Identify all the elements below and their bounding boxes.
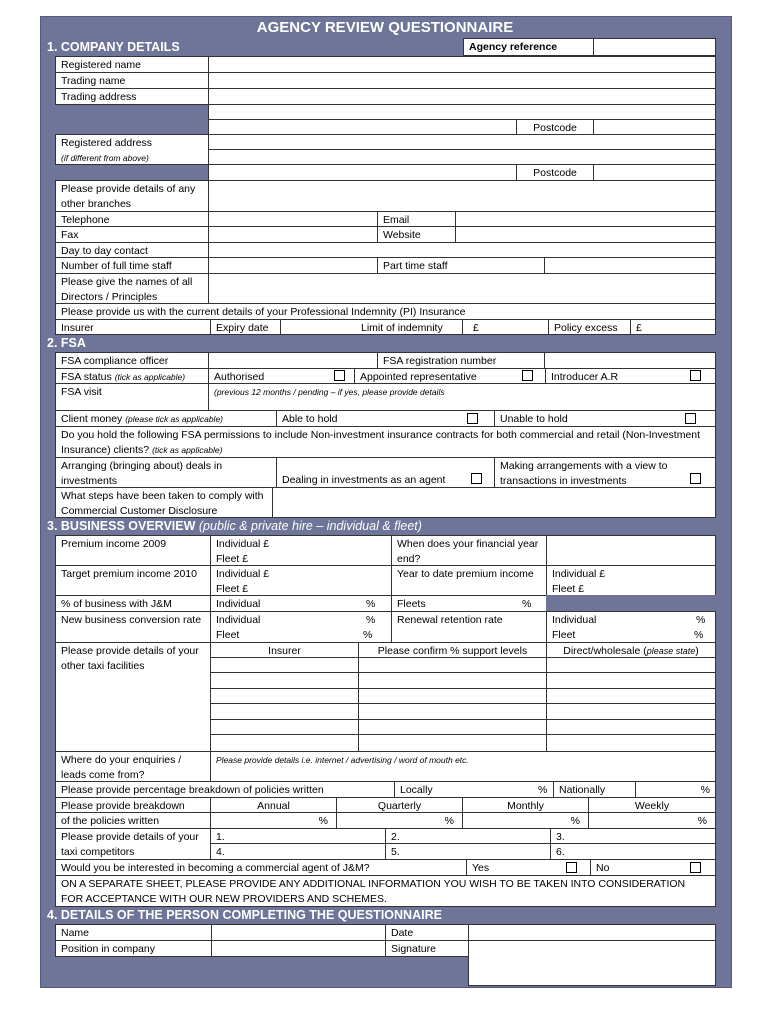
competitor-3[interactable]: 3. (550, 828, 716, 844)
authorised-checkbox[interactable] (334, 370, 345, 381)
registered-name-field[interactable] (208, 56, 716, 73)
facility-insurer-3[interactable] (210, 688, 359, 704)
nb-fleet (216, 628, 386, 643)
limit-indemnity-label: Limit of indemnity (280, 319, 463, 335)
facility-insurer-1[interactable] (210, 657, 359, 673)
financial-year-field[interactable] (546, 535, 716, 566)
steps-compliance-label: What steps have been taken to comply with Commercial Customer Disclosure (55, 487, 273, 518)
directors-label: Please give the names of all Directors / Principles (55, 273, 209, 304)
col-support-header: Please confirm % support levels (358, 642, 547, 658)
financial-year-label: When does your financial year end? (391, 535, 547, 566)
able-to-hold-checkbox[interactable] (467, 413, 478, 424)
pi-insurance-text: Please provide us with the current details of your Professional Indemnity (PI) Insurance (55, 303, 716, 320)
col-direct-text: Direct/wholesale ( (563, 645, 647, 657)
email-field[interactable] (455, 211, 716, 227)
fsa-visit-field[interactable]: (previous 12 months / pending – if yes, please provide details (208, 383, 716, 411)
registered-address-text: Registered address (61, 137, 153, 149)
fsa-status-label (55, 368, 209, 384)
annual-header: Annual (210, 797, 337, 813)
name-field[interactable] (211, 924, 386, 941)
nb-individual-pct: % (366, 614, 376, 626)
trading-address-field[interactable] (208, 88, 716, 105)
ytd-premium-individual: Individual £ (552, 568, 606, 580)
target-premium-fleet: Fleet £ (216, 583, 249, 595)
limit-pound[interactable]: £ (462, 319, 549, 335)
competitor-1[interactable]: 1. (210, 828, 386, 844)
insurer-label: Insurer (55, 319, 211, 335)
postcode-label: Postcode (516, 119, 594, 135)
locally-field[interactable] (394, 781, 554, 798)
facility-support-1[interactable] (358, 657, 547, 673)
facility-support-6[interactable] (358, 734, 547, 752)
premium-2009-individual: Individual £ (216, 538, 270, 550)
name-label: Name (55, 924, 212, 941)
fsa-status-note: (tick as applicable) (114, 372, 186, 382)
facility-direct-5[interactable] (546, 719, 716, 735)
pct-individual-symbol: % (366, 598, 376, 610)
telephone-field[interactable] (208, 211, 378, 227)
form-title: AGENCY REVIEW QUESTIONNAIRE (256, 19, 514, 36)
yes-option[interactable]: Yes (466, 859, 591, 876)
quarterly-pct[interactable]: % (336, 812, 463, 829)
agency-reference-label: Agency reference (463, 38, 594, 56)
facility-support-4[interactable] (358, 703, 547, 720)
no-option[interactable]: No (590, 859, 716, 876)
new-business-label: New business conversion rate (55, 611, 211, 643)
ytd-premium-fleet: Fleet £ (552, 583, 585, 595)
rr-fleet-pct: % (694, 629, 704, 641)
quarterly-header: Quarterly (336, 797, 463, 813)
pct-business-blank (546, 595, 716, 612)
pct-written-label: Please provide percentage breakdown of policies written (55, 781, 395, 798)
dealing-option[interactable]: Dealing in investments as an agent (276, 457, 495, 488)
website-field[interactable] (455, 226, 716, 243)
full-time-staff-label: Number of full time staff (55, 257, 209, 274)
trading-name-label: Trading name (55, 72, 209, 89)
competitor-2[interactable]: 2. (385, 828, 551, 844)
facility-support-5[interactable] (358, 719, 547, 735)
section-3-title: 3. BUSINESS OVERVIEW (47, 519, 196, 533)
other-branches-field[interactable] (208, 180, 716, 212)
facility-direct-2[interactable] (546, 672, 716, 689)
expiry-date-label: Expiry date (210, 319, 281, 335)
introducer-checkbox[interactable] (690, 370, 701, 381)
day-contact-field[interactable] (208, 242, 716, 258)
weekly-header: Weekly (588, 797, 716, 813)
facility-insurer-6[interactable] (210, 734, 359, 752)
compliance-officer-label: FSA compliance officer (55, 352, 209, 369)
permissions-note: (tick as applicable) (152, 445, 223, 455)
renewal-retention-label: Renewal retention rate (391, 611, 547, 643)
section-1-heading: 1. COMPANY DETAILS (47, 40, 180, 54)
col-direct-note: please state (646, 646, 696, 656)
no-checkbox[interactable] (690, 862, 701, 873)
part-time-staff-label: Part time staff (377, 257, 545, 274)
arranging-deals-option[interactable]: Arranging (bringing about) deals in investments (55, 457, 277, 488)
trading-address-line2[interactable] (208, 104, 716, 120)
facility-insurer-4[interactable] (210, 703, 359, 720)
email-label: Email (377, 211, 456, 227)
agency-reference-field[interactable] (593, 38, 716, 56)
nb-individual (216, 613, 386, 628)
registered-address-field[interactable] (208, 134, 716, 150)
compliance-officer-field[interactable] (208, 352, 378, 369)
client-money-note: (please tick as applicable) (125, 414, 224, 424)
appointed-rep-option[interactable]: Appointed representative (354, 368, 546, 384)
enquiries-field[interactable]: Please provide details i.e. internet / advertising / word of mouth etc. (210, 751, 716, 782)
pct-individual-label: Individual (216, 598, 261, 610)
authorised-option[interactable]: Authorised (208, 368, 355, 384)
of-policies-label: of the policies written (55, 812, 211, 829)
date-label: Date (385, 924, 469, 941)
col-direct-end: ) (695, 645, 699, 657)
rr-individual-pct: % (696, 614, 706, 626)
nationally-pct[interactable]: % (635, 781, 716, 798)
pct-business-label: % of business with J&M (55, 595, 211, 612)
signature-field[interactable] (468, 940, 716, 986)
premium-2009-field[interactable] (210, 535, 392, 566)
rr-fleet-label: Fleet (552, 629, 576, 641)
trading-name-field[interactable] (208, 72, 716, 89)
competitors-label: Please provide details of your taxi competitors (55, 828, 211, 860)
registered-address-label (55, 134, 209, 165)
permissions-text: Do you hold the following FSA permissions to include Non-investment insurance contracts for both commercial and retail (Non-Investment Insurance) clients? (61, 429, 701, 456)
making-arrangements-checkbox[interactable] (690, 473, 701, 484)
making-arrangements-option[interactable]: Making arrangements with a view to transactions in investments (494, 457, 716, 488)
telephone-label: Telephone (55, 211, 209, 227)
facility-support-3[interactable] (358, 688, 547, 704)
nb-fleet-pct: % (363, 629, 373, 641)
registered-postcode-field[interactable] (593, 164, 716, 181)
premium-2009-fleet: Fleet £ (216, 553, 249, 565)
excess-pound[interactable]: £ (630, 319, 716, 335)
new-business-field[interactable] (210, 611, 392, 643)
postcode-field[interactable] (593, 119, 716, 135)
rr-fleet (552, 628, 710, 643)
other-branches-label: Please provide details of any other branches (55, 180, 209, 212)
separate-sheet-note: ON A SEPARATE SHEET, PLEASE PROVIDE ANY ADDITIONAL INFORMATION YOU WISH TO BE TAKEN INTO CONSIDERATION FOR ACCEPTANCE WITH OUR NEW PROVIDERS AND SCHEMES. (55, 875, 716, 907)
premium-2009-label: Premium income 2009 (55, 535, 211, 566)
day-contact-label: Day to day contact (55, 242, 209, 258)
section-3-heading (47, 519, 422, 533)
locally-pct: % (538, 784, 548, 796)
website-label: Website (377, 226, 456, 243)
date-field[interactable] (468, 924, 716, 941)
trading-address-label: Trading address (55, 88, 209, 105)
registered-name-label: Registered name (55, 56, 209, 73)
enquiries-label: Where do your enquiries / leads come from? (55, 751, 211, 782)
facility-direct-6[interactable] (546, 734, 716, 752)
unable-to-hold-option[interactable]: Unable to hold (494, 410, 716, 427)
registered-postcode-label: Postcode (516, 164, 594, 181)
commercial-agent-question: Would you be interested in becoming a commercial agent of J&M? (55, 859, 467, 876)
directors-field[interactable] (208, 273, 716, 304)
nationally-label: Nationally (553, 781, 636, 798)
nb-fleet-label: Fleet (216, 629, 240, 641)
rr-individual (552, 613, 710, 628)
competitor-6[interactable]: 6. (550, 843, 716, 860)
if-different-note: (if different from above) (61, 153, 149, 163)
unable-to-hold-checkbox[interactable] (685, 413, 696, 424)
registration-number-field[interactable] (544, 352, 716, 369)
fsa-status-text: FSA status (61, 371, 112, 383)
position-label: Position in company (55, 940, 212, 957)
weekly-pct[interactable]: % (588, 812, 716, 829)
ytd-premium-label: Year to date premium income (391, 565, 547, 596)
facility-direct-1[interactable] (546, 657, 716, 673)
registered-address-line2[interactable] (208, 149, 716, 165)
monthly-pct[interactable]: % (462, 812, 589, 829)
policy-excess-label: Policy excess (548, 319, 631, 335)
taxi-facilities-label: Please provide details of your other taxi facilities (55, 642, 211, 752)
yes-checkbox[interactable] (566, 862, 577, 873)
client-money-label (55, 410, 277, 427)
able-to-hold-option[interactable]: Able to hold (276, 410, 495, 427)
facility-insurer-2[interactable] (210, 672, 359, 689)
rr-individual-label: Individual (552, 614, 597, 626)
appointed-rep-checkbox[interactable] (522, 370, 533, 381)
fsa-visit-label: FSA visit (55, 383, 209, 411)
facility-insurer-5[interactable] (210, 719, 359, 735)
introducer-option[interactable]: Introducer A.R (545, 368, 716, 384)
section-2-heading: 2. FSA (47, 336, 86, 350)
nb-individual-label: Individual (216, 614, 261, 626)
target-premium-label: Target premium income 2010 (55, 565, 211, 596)
section-3-subtitle: (public & private hire – individual & fleet) (195, 519, 422, 533)
trading-address-line3[interactable] (208, 119, 517, 135)
facility-direct-3[interactable] (546, 688, 716, 704)
signature-label: Signature (385, 940, 469, 957)
fax-label: Fax (55, 226, 209, 243)
col-direct-header (546, 642, 716, 658)
col-insurer-header: Insurer (210, 642, 359, 658)
facility-support-2[interactable] (358, 672, 547, 689)
pct-fleets-symbol: % (522, 598, 532, 610)
renewal-retention-field[interactable] (546, 611, 716, 643)
permissions-question (55, 426, 716, 458)
breakdown-label: Please provide breakdown (55, 797, 211, 813)
full-time-staff-field[interactable] (208, 257, 378, 274)
monthly-header: Monthly (462, 797, 589, 813)
pct-business-individual[interactable] (210, 595, 392, 612)
pct-business-fleets[interactable] (391, 595, 547, 612)
section-4-heading: 4. DETAILS OF THE PERSON COMPLETING THE QUESTIONNAIRE (47, 908, 442, 922)
pct-fleets-label: Fleets (397, 598, 426, 610)
registration-number-label: FSA registration number (377, 352, 545, 369)
position-field[interactable] (211, 940, 386, 957)
registered-address-line3[interactable] (208, 164, 517, 181)
annual-pct[interactable]: % (210, 812, 337, 829)
client-money-text: Client money (61, 413, 123, 425)
target-premium-individual: Individual £ (216, 568, 270, 580)
competitor-5[interactable]: 5. (385, 843, 551, 860)
fax-field[interactable] (208, 226, 378, 243)
ytd-premium-field[interactable] (546, 565, 716, 596)
competitor-4[interactable]: 4. (210, 843, 386, 860)
dealing-checkbox[interactable] (471, 473, 482, 484)
locally-label: Locally (400, 784, 433, 796)
facility-direct-4[interactable] (546, 703, 716, 720)
target-premium-field[interactable] (210, 565, 392, 596)
steps-compliance-field[interactable] (272, 487, 716, 518)
part-time-staff-field[interactable] (544, 257, 716, 274)
